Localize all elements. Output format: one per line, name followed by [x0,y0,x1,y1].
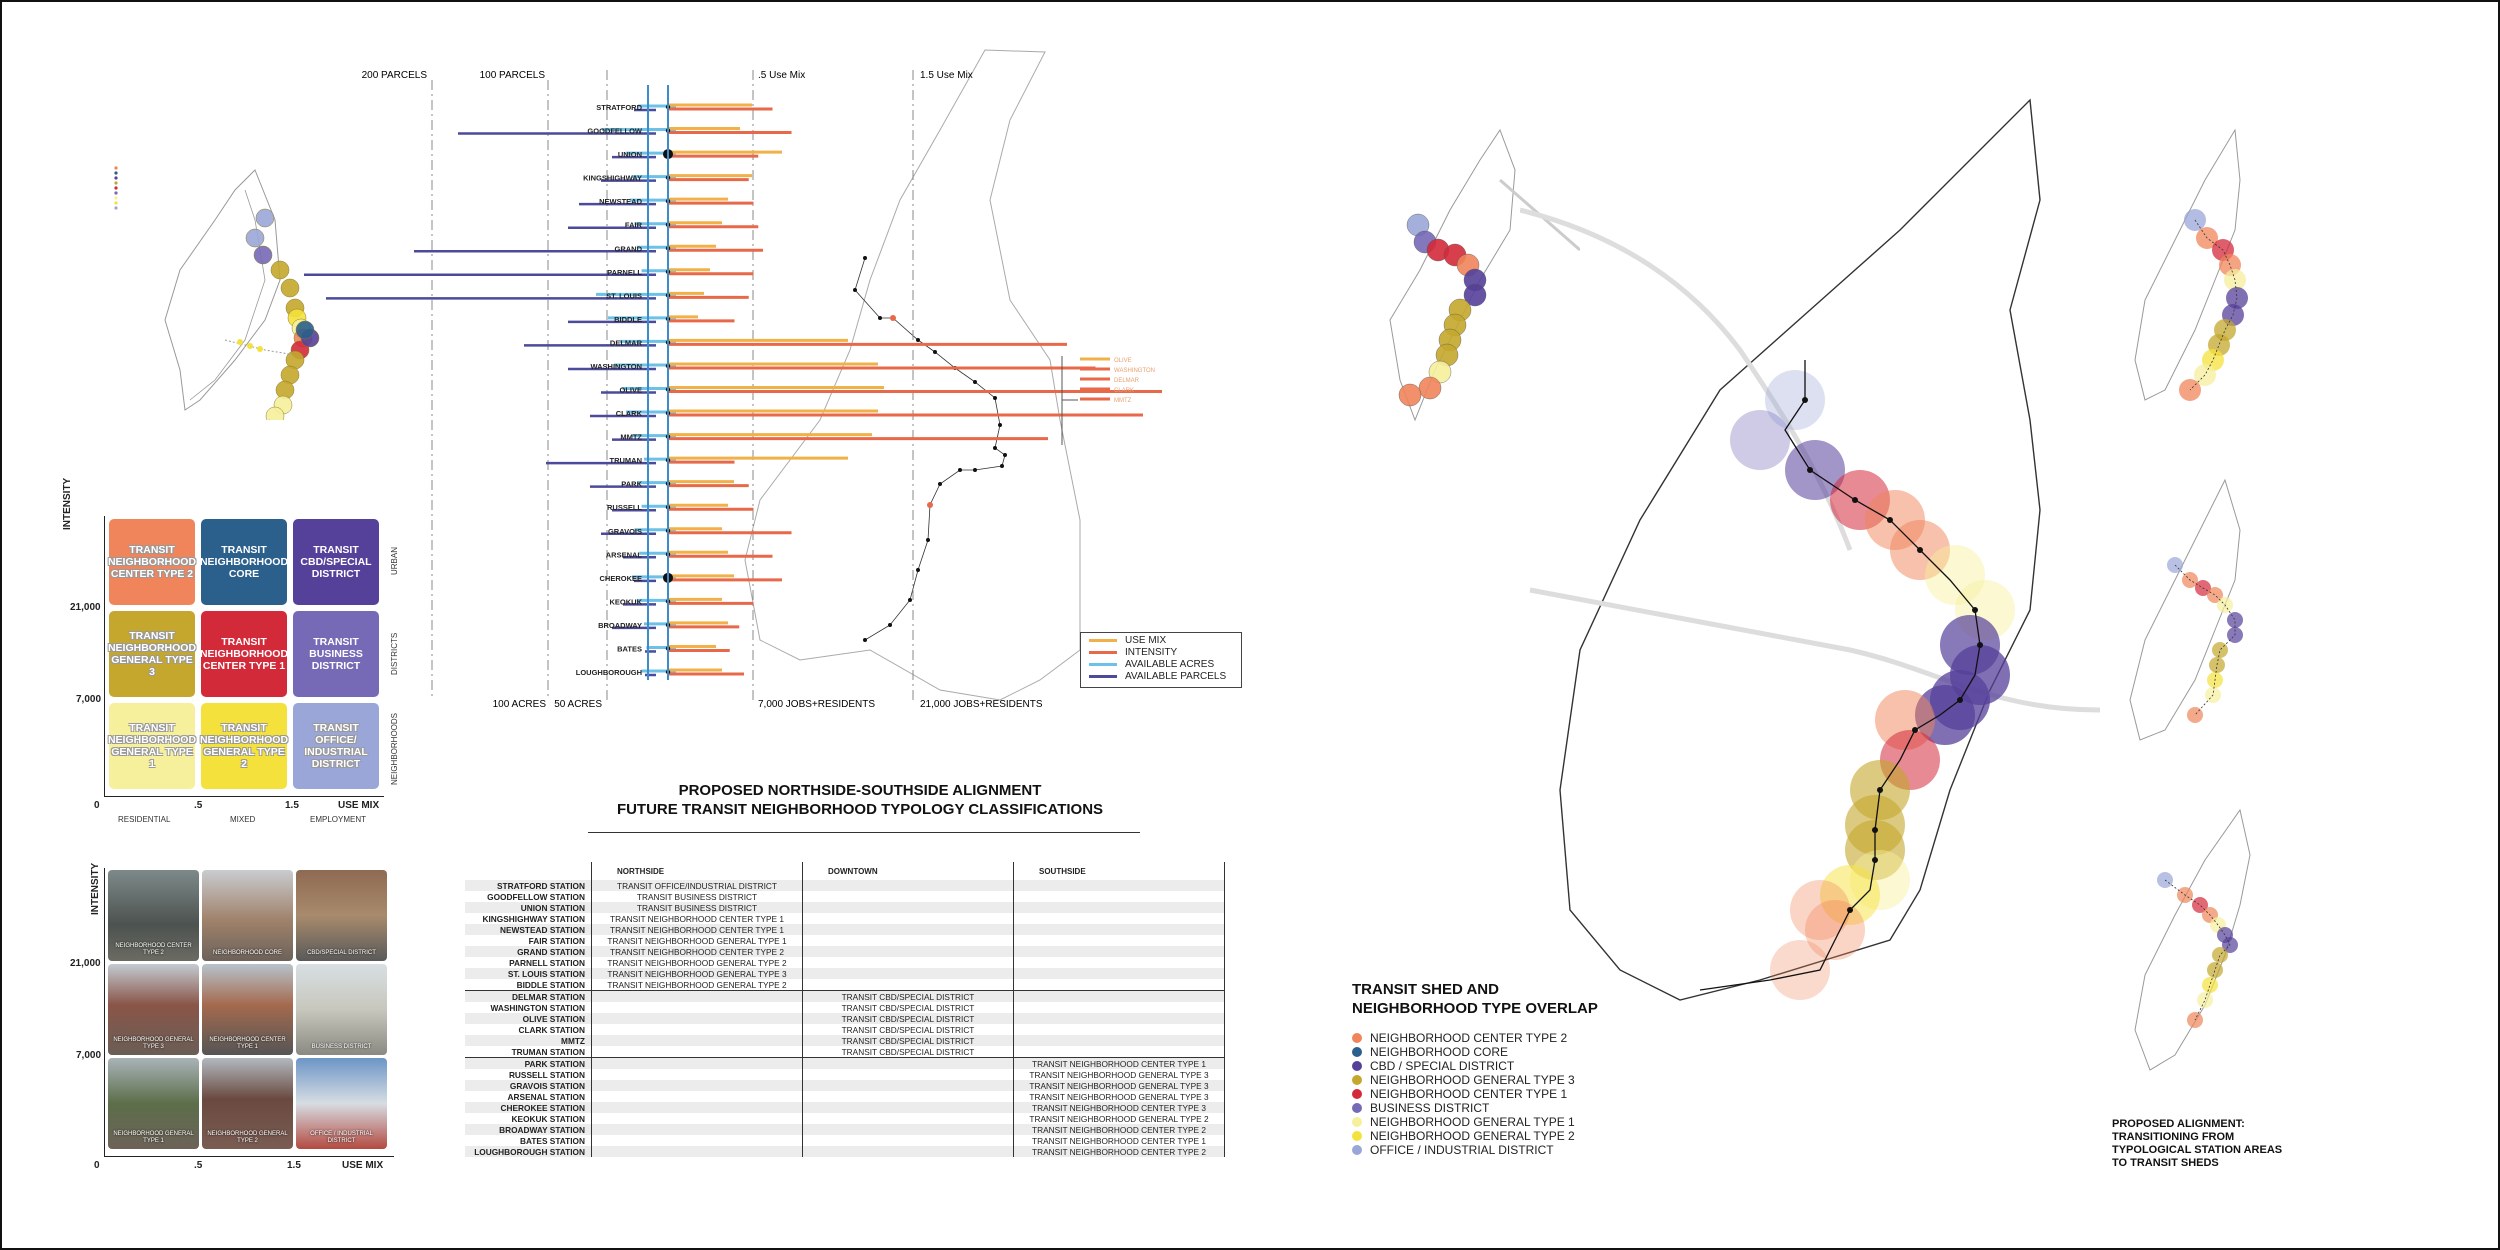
shed-stop-dot [1807,467,1813,473]
matrix-x-tick-usemix: USE MIX [338,800,380,811]
shed-circle [1770,940,1830,1000]
matrix-cell-center-type-1: TRANSIT NEIGHBORHOOD CENTER TYPE 1 [201,611,287,697]
shed-legend-item [1352,1129,1575,1143]
table-row [465,1024,1225,1035]
callout-label: MMTZ [1114,398,1132,404]
table-cell-down [803,1102,1014,1113]
proposed-alignment-title: PROPOSED ALIGNMENT: TRANSITIONING FROM TYPOLOGICAL STATION AREAS TO TRANSIT SHEDS [2112,1118,2283,1169]
route-stop-dot [993,396,997,400]
photo-y-axis-label: INTENSITY [90,862,101,915]
table-cell-south [1014,891,1225,902]
route-stop-dot [926,538,930,542]
route-stop-dot [863,256,867,260]
route-stop-dot [973,468,977,472]
table-row [465,1091,1225,1102]
table-row [465,1002,1225,1013]
table-title-line2: FUTURE TRANSIT NEIGHBORHOOD TYPOLOGY CLASSIFICATIONS [616,801,1104,818]
route-path [855,258,1005,640]
minimap-station-dot [1419,377,1441,399]
station-label: LOUGHBOROUGH [575,668,642,677]
shed-legend-item [1352,1087,1567,1101]
axis-label-50-acres: 50 ACRES [554,699,602,710]
route-stop-dot [938,482,942,486]
table-cell-north [592,1035,803,1046]
table-cell-down [803,946,1014,957]
shed-legend-label: NEIGHBORHOOD GENERAL TYPE 2 [1370,1129,1575,1143]
table-cell-down [803,1080,1014,1091]
shed-title: TRANSIT SHED AND NEIGHBORHOOD TYPE OVERLAP [1352,981,1598,1017]
route-stop-dot [853,288,857,292]
photo-y-tick-21000: 21,000 [70,958,101,969]
route-stop-dot [1000,464,1004,468]
matrix-cell-general-type-3: TRANSIT NEIGHBORHOOD GENERAL TYPE 3 [109,611,195,697]
table-cell-station: UNION STATION [465,902,592,913]
table-cell-south [1014,1046,1225,1058]
route-stop-dot [993,446,997,450]
shed-stop-dot [1977,642,1983,648]
table-cell-north [592,1135,803,1146]
shed-stop-dot [1887,517,1893,523]
table-cell-north [592,1146,803,1157]
station-label: OLIVE [619,385,642,395]
table-cell-station: WASHINGTON STATION [490,1002,585,1013]
matrix-cell-office-industrial: TRANSIT OFFICE/ INDUSTRIAL DISTRICT [293,703,379,789]
table-row [465,924,1225,935]
route-stop-dot [916,338,920,342]
matrix-y-tick-21000: 21,000 [70,602,101,613]
legend-available-acres: AVAILABLE ACRES [1089,659,1214,670]
route-stop-dot [890,315,896,321]
table-cell-station: PARK STATION [465,1058,592,1070]
shed-map-main [1520,90,2100,1010]
route-stop-dot [958,468,962,472]
table-cell-station: BROADWAY STATION [465,1124,592,1135]
table-cell-south: TRANSIT NEIGHBORHOOD GENERAL TYPE 2 [1014,1113,1225,1124]
table-cell-south [1014,991,1225,1003]
shed-legend-label: CBD / SPECIAL DISTRICT [1370,1059,1515,1073]
table-cell-south [1014,1024,1225,1035]
minimap-station-dot [2207,962,2223,978]
table-row [465,1069,1225,1080]
table-cell-north: TRANSIT NEIGHBORHOOD GENERAL TYPE 2 [592,957,803,968]
photo-center-type-1: NEIGHBORHOOD CENTER TYPE 1 [202,964,293,1055]
table-cell-south: TRANSIT NEIGHBORHOOD CENTER TYPE 1 [1014,1135,1225,1146]
table-cell-down [803,957,1014,968]
table-row [465,1146,1225,1157]
shed-stop-dot [1852,497,1858,503]
shed-stop-dot [1872,827,1878,833]
table-cell-south [1014,1035,1225,1046]
shed-legend-item [1352,1101,1489,1115]
axis-label-200-parcels: 200 PARCELS [361,70,427,81]
legend-use-mix: USE MIX [1089,635,1166,646]
table-cell-down [803,1146,1014,1157]
photo-x-tick-15: 1.5 [287,1160,301,1171]
table-cell-north: TRANSIT NEIGHBORHOOD GENERAL TYPE 3 [592,968,803,979]
table-row [465,891,1225,902]
shed-legend-label: NEIGHBORHOOD CENTER TYPE 2 [1370,1031,1568,1045]
table-row [465,913,1225,924]
col-downtown: DOWNTOWN [803,862,1014,880]
table-row [465,1035,1225,1046]
table-cell-station: ARSENAL STATION [507,1091,585,1102]
station-label: ARSENAL [605,550,642,560]
table-cell-station: FAIR STATION [528,935,585,946]
photo-core: NEIGHBORHOOD CORE [202,870,293,961]
table-cell-down [803,880,1014,891]
station-label: BIDDLE [614,314,642,324]
matrix-cell-core: TRANSIT NEIGHBORHOOD CORE [201,519,287,605]
table-cell-station: NEWSTEAD STATION [465,924,592,935]
table-row [465,1058,1225,1070]
matrix-cell-general-type-1: TRANSIT NEIGHBORHOOD GENERAL TYPE 1 [109,703,195,789]
table-cell-station: KINGSHIGHWAY STATION [482,913,585,924]
callout-label: CLARK [1114,388,1135,394]
matrix-x-tick-05: .5 [194,800,203,811]
legend-dot-icon [1352,1131,1362,1141]
station-label: DELMAR [609,338,642,348]
minimap-station-dot [2197,992,2213,1008]
matrix-x-tick-15: 1.5 [285,800,299,811]
matrix-y-tick-0: 0 [94,800,100,811]
table-cell-down [803,891,1014,902]
station-label: STRATFORD [596,103,642,112]
table-cell-north: TRANSIT NEIGHBORHOOD CENTER TYPE 2 [592,946,803,957]
table-cell-down: TRANSIT CBD/SPECIAL DISTRICT [803,991,1014,1003]
callout-label: DELMAR [1114,378,1140,384]
station-label: KINGSHIGHWAY [583,173,642,183]
photo-y-tick-7000: 7,000 [76,1050,102,1061]
station-label: KEOKUK [609,597,642,607]
table-row [465,1124,1225,1135]
shed-stop-dot [1957,697,1963,703]
station-label: CLARK [615,409,642,419]
table-row [465,979,1225,991]
table-cell-north [592,1013,803,1024]
matrix-x-cat-employment: EMPLOYMENT [310,815,367,824]
table-cell-north [592,991,803,1003]
table-cell-station: ST. LOUIS STATION [465,968,592,979]
table-cell-south [1014,913,1225,924]
shed-circle [1790,880,1850,940]
axis-label-05-usemix: .5 Use Mix [758,70,806,81]
table-cell-south [1014,979,1225,991]
photo-x-tick-05: .5 [194,1160,203,1171]
table-cell-down [803,935,1014,946]
shed-legend-item [1352,1143,1554,1157]
col-southside: SOUTHSIDE [1014,862,1225,880]
photo-office-industrial: OFFICE / INDUSTRIAL DISTRICT [296,1058,387,1149]
table-cell-station: DELMAR STATION [465,991,592,1003]
table-row [465,935,1225,946]
table-cell-down [803,1124,1014,1135]
shed-stop-dot [1877,787,1883,793]
shed-stop-dot [1802,397,1808,403]
matrix-x-cat-mixed: MIXED [230,815,256,824]
matrix-cell-business: TRANSIT BUSINESS DISTRICT [293,611,379,697]
table-cell-north: TRANSIT NEIGHBORHOOD GENERAL TYPE 2 [592,979,803,991]
shed-legend-item [1352,1115,1575,1129]
route-stop-dot [973,380,977,384]
photo-y-tick-0: 0 [94,1160,100,1171]
table-cell-down [803,924,1014,935]
table-cell-south: TRANSIT NEIGHBORHOOD GENERAL TYPE 3 [1014,1091,1225,1102]
station-label: RUSSELL [606,503,642,513]
shed-circle [1730,410,1790,470]
minimap-station-dot [2209,657,2225,673]
callout-label: OLIVE [1114,358,1132,364]
station-label: BATES [617,644,642,654]
table-cell-station: LOUGHBOROUGH STATION [465,1146,592,1157]
station-label: BROADWAY [598,620,642,630]
legend-intensity: INTENSITY [1089,647,1177,658]
matrix-y-tick-7000: 7,000 [76,694,102,705]
table-cell-down: TRANSIT CBD/SPECIAL DISTRICT [803,1002,1014,1013]
axis-label-100-acres: 100 ACRES [492,699,546,710]
table-cell-down [803,1069,1014,1080]
table-cell-down: TRANSIT CBD/SPECIAL DISTRICT [803,1024,1014,1035]
station-label: GRAVOIS [607,526,642,536]
matrix-cell-center-type-2: TRANSIT NEIGHBORHOOD CENTER TYPE 2 [109,519,195,605]
shed-legend-label: BUSINESS DISTRICT [1370,1101,1490,1115]
legend-dot-icon [1352,1103,1362,1113]
table-cell-down [803,1113,1014,1124]
shed-legend-item [1352,1045,1508,1059]
table-cell-station: MMTZ [465,1035,592,1046]
station-label: PARK [621,479,642,489]
legend-dot-icon [1352,1089,1362,1099]
table-cell-station: BATES STATION [520,1135,585,1146]
matrix-row-neighborhoods: NEIGHBORHOODS [390,712,399,785]
shed-stop-dot [1872,857,1878,863]
table-cell-station: BIDDLE STATION [516,979,585,990]
shed-legend-label: NEIGHBORHOOD GENERAL TYPE 3 [1370,1073,1575,1087]
shed-legend-label: OFFICE / INDUSTRIAL DISTRICT [1370,1143,1554,1157]
shed-legend-label: NEIGHBORHOOD CORE [1370,1045,1509,1059]
photo-business: BUSINESS DISTRICT [296,964,387,1055]
table-cell-down [803,1058,1014,1070]
table-cell-north: TRANSIT BUSINESS DISTRICT [592,902,803,913]
minimap-station-dot [2212,642,2228,658]
table-cell-north [592,1024,803,1035]
table-cell-station: STRATFORD STATION [465,880,592,891]
route-line [853,256,1007,642]
photo-general-type-1: NEIGHBORHOOD GENERAL TYPE 1 [108,1058,199,1149]
table-cell-south [1014,924,1225,935]
legend-dot-icon [1352,1145,1362,1155]
station-label: CHEROKEE [599,573,642,583]
table-cell-station: TRUMAN STATION [511,1046,585,1057]
table-cell-south [1014,935,1225,946]
station-label: PARNELL [607,267,642,277]
table-cell-north: TRANSIT OFFICE/INDUSTRIAL DISTRICT [592,880,803,891]
shed-legend-item [1352,1059,1514,1073]
legend-available-parcels: AVAILABLE PARCELS [1089,671,1226,682]
route-stop-dot [863,638,867,642]
matrix-row-districts: DISTRICTS [390,632,399,675]
table-row [465,1113,1225,1124]
minimap-station-dot [2202,977,2218,993]
station-label: FAIR [624,220,642,230]
table-cell-station: KEOKUK STATION [511,1113,585,1124]
minimap-station-dot [1399,384,1421,406]
station-label: GOODFELLOW [587,126,642,136]
table-cell-north [592,1002,803,1013]
table-cell-north [592,1113,803,1124]
table-cell-south [1014,957,1225,968]
photo-x-tick-usemix: USE MIX [342,1160,384,1171]
table-cell-south [1014,1002,1225,1013]
table-cell-down: TRANSIT CBD/SPECIAL DISTRICT [803,1046,1014,1058]
table-cell-down [803,913,1014,924]
table-row [465,1080,1225,1091]
table-cell-north [592,1046,803,1058]
table-cell-station: GRAND STATION [465,946,592,957]
axis-label-21000-jobs: 21,000 JOBS+RESIDENTS [920,699,1043,710]
table-cell-station: OLIVE STATION [465,1013,592,1024]
station-label: UNION [617,150,642,160]
axis-label-100-parcels: 100 PARCELS [479,70,545,81]
legend-dot-icon [1352,1033,1362,1043]
route-stop-dot [933,350,937,354]
matrix-row-urban: URBAN [390,546,399,575]
shed-stop-dot [1847,907,1853,913]
route-stop-dot [927,502,933,508]
table-cell-down [803,1091,1014,1102]
table-cell-down [803,1135,1014,1146]
table-cell-south [1014,946,1225,957]
legend-dot-icon [1352,1117,1362,1127]
axis-label-7000-jobs: 7,000 JOBS+RESIDENTS [758,699,875,710]
table-cell-south: TRANSIT NEIGHBORHOOD CENTER TYPE 3 [1014,1102,1225,1113]
photo-center-type-2: NEIGHBORHOOD CENTER TYPE 2 [108,870,199,961]
station-label: GRAND [614,244,642,254]
minimap-station-dot [2187,707,2203,723]
table-row [465,968,1225,979]
table-row [465,902,1225,913]
table-cell-station: CHEROKEE STATION [465,1102,592,1113]
photo-cbd: CBD/SPECIAL DISTRICT [296,870,387,961]
table-cell-south [1014,880,1225,891]
table-cell-north: TRANSIT NEIGHBORHOOD CENTER TYPE 1 [592,913,803,924]
table-row [465,957,1225,968]
table-row [465,880,1225,891]
route-stop-dot [888,623,892,627]
shed-legend-item [1352,1031,1567,1045]
table-cell-south: TRANSIT NEIGHBORHOOD CENTER TYPE 2 [1014,1146,1225,1157]
table-cell-north [592,1069,803,1080]
route-stop-dot [916,568,920,572]
station-label: NEWSTEAD [599,197,642,207]
table-cell-station: RUSSELL STATION [508,1069,585,1080]
minimap-right-bottom [2090,805,2300,1085]
table-row [465,1102,1225,1113]
minimap-station-dot [2212,947,2228,963]
station-label: ST. LOUIS [606,291,642,301]
route-stop-dot [1003,453,1007,457]
shed-stop-dot [1917,547,1923,553]
table-row [465,991,1225,1003]
route-stop-dot [998,423,1002,427]
table-row [465,1013,1225,1024]
station-bar-chart [0,0,1260,720]
table-cell-south: TRANSIT NEIGHBORHOOD CENTER TYPE 1 [1014,1058,1225,1070]
route-stop-dot [908,598,912,602]
shed-legend-label: NEIGHBORHOOD CENTER TYPE 1 [1370,1087,1568,1101]
typology-table [465,862,1225,1157]
table-cell-down [803,979,1014,991]
table-cell-north [592,1124,803,1135]
photo-general-type-3: NEIGHBORHOOD GENERAL TYPE 3 [108,964,199,1055]
table-cell-north [592,1102,803,1113]
table-cell-down: TRANSIT CBD/SPECIAL DISTRICT [803,1013,1014,1024]
table-cell-north: TRANSIT BUSINESS DISTRICT [592,891,803,902]
minimap-right-top [2095,120,2295,420]
station-label: TRUMAN [609,456,642,466]
table-row [465,946,1225,957]
legend-dot-icon [1352,1047,1362,1057]
col-northside: NORTHSIDE [592,862,803,880]
legend-dot-icon [1352,1061,1362,1071]
table-cell-south [1014,1013,1225,1024]
shed-legend-item [1352,1073,1575,1087]
axis-label-15-usemix: 1.5 Use Mix [920,70,973,81]
bar-chart-legend [1080,632,1242,688]
table-cell-north [592,1091,803,1102]
callout-label: WASHINGTON [1114,368,1156,374]
table-cell-north [592,1080,803,1091]
minimap-right-middle [2085,470,2295,750]
table-cell-down: TRANSIT CBD/SPECIAL DISTRICT [803,1035,1014,1046]
table-cell-north: TRANSIT NEIGHBORHOOD GENERAL TYPE 1 [592,935,803,946]
matrix-x-cat-residential: RESIDENTIAL [118,815,171,824]
table-cell-south: TRANSIT NEIGHBORHOOD CENTER TYPE 2 [1014,1124,1225,1135]
table-cell-north: TRANSIT NEIGHBORHOOD CENTER TYPE 1 [592,924,803,935]
matrix-cell-cbd: TRANSIT CBD/SPECIAL DISTRICT [293,519,379,605]
table-cell-south [1014,968,1225,979]
table-cell-north [592,1058,803,1070]
station-label: MMTZ [620,432,642,442]
station-label: WASHINGTON [590,361,642,371]
table-cell-down [803,968,1014,979]
table-row [465,1046,1225,1058]
table-cell-station: GRAVOIS STATION [465,1080,592,1091]
table-cell-station: PARNELL STATION [509,957,585,968]
shed-stop-dot [1972,607,1978,613]
table-cell-south [1014,902,1225,913]
shed-stop-dot [1912,727,1918,733]
table-row [465,1135,1225,1146]
table-cell-south: TRANSIT NEIGHBORHOOD GENERAL TYPE 3 [1014,1069,1225,1080]
table-cell-station: CLARK STATION [518,1024,585,1035]
table-cell-station: GOODFELLOW STATION [487,891,585,902]
matrix-y-axis-label: INTENSITY [62,477,73,530]
shed-legend-label: NEIGHBORHOOD GENERAL TYPE 1 [1370,1115,1575,1129]
photo-general-type-2: NEIGHBORHOOD GENERAL TYPE 2 [202,1058,293,1149]
legend-dot-icon [1352,1075,1362,1085]
table-cell-down [803,902,1014,913]
route-stop-dot [878,316,882,320]
matrix-cell-general-type-2: TRANSIT NEIGHBORHOOD GENERAL TYPE 2 [201,703,287,789]
table-cell-south: TRANSIT NEIGHBORHOOD GENERAL TYPE 3 [1014,1080,1225,1091]
table-title-line1: PROPOSED NORTHSIDE-SOUTHSIDE ALIGNMENT [678,782,1042,799]
